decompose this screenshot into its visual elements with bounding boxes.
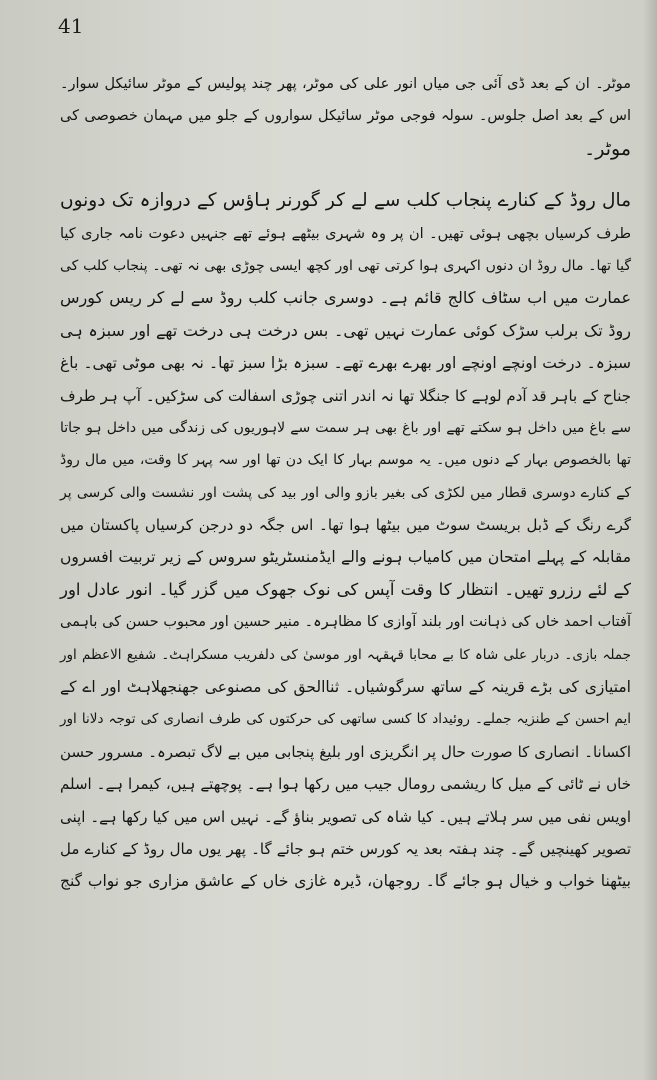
- text-line: کے لئے رزرو تھیں۔ انتظار کا وقت آپس کی نوک جھوک میں گزر گیا۔ انور عادل اور: [60, 579, 631, 599]
- text-line: اویس نفی میں سر ہلاتے ہیں۔ کیا شاہ کی تصویر بناؤ گے۔ نہیں اس میں کیا رکھا ہے۔ اپنی: [60, 807, 631, 826]
- body-text: [60, 68, 631, 930]
- text-line: مقابلہ کے پہلے امتحان میں کامیاب ہونے والے ایڈمنسٹریٹو سروس کے زیر تربیت افسروں: [60, 548, 631, 567]
- text-line: اکسانا۔ انصاری کا صورت حال پر انگریزی اور بلیغ پنجابی میں بے لاگ تبصرہ۔ مسرور حسن: [60, 742, 631, 761]
- text-line: گرے رنگ کے ڈبل بریسٹ سوٹ میں بیٹھا ہوا تھا۔ اس جگہ دو درجن کرسیاں پاکستان میں: [60, 516, 631, 535]
- text-line: امتیازی کی بڑے قرینہ کے ساتھ سرگوشیاں۔ ثناالحق کی مصنوعی جھنجھلاہٹ اور اے کے: [60, 678, 631, 697]
- paragraph: [60, 185, 631, 930]
- page-number: 41: [58, 14, 84, 38]
- text-line: [60, 898, 631, 930]
- paragraph: [60, 68, 631, 165]
- text-line: تصویر کھینچیں گے۔ چند ہفتہ بعد یہ کورس ختم ہو جائے گا۔ پھر یوں مال روڈ کے کنارے مل: [60, 839, 631, 858]
- paragraph-gap: [60, 165, 631, 185]
- text-line: سبزہ۔ درخت اونچے اونچے اور بھرے بھرے تھے۔ سبزہ بڑا سبز تھا۔ نہ بھی موٹی تھی۔ باغ: [60, 354, 631, 373]
- text-line: کے کنارے دوسری قطار میں لکڑی کی بغیر بازو والی اور بید کی پشت اور نشست والی کرسی پر: [60, 484, 631, 501]
- text-line: روڈ تک برلب سڑک کوئی عمارت نہیں تھی۔ بس درخت ہی درخت تھے اور سبزہ ہی: [60, 320, 631, 340]
- text-line: جملہ بازی۔ دربار علی شاہ کا بے محابا قہقہہ اور موسیٰ کی دلفریب مسکراہٹ۔ شفیع الاعظم اور: [60, 646, 631, 663]
- text-line: موٹر۔: [584, 137, 631, 160]
- text-line: جناح کے باہر قد آدم لوہے کا جنگلا تھا نہ اندر اتنی چوڑی اسفالت کی سڑکیں۔ آپ ہر طرف: [60, 386, 631, 405]
- text-line: بیٹھنا خواب و خیال ہو جائے گا۔ روجھان، ڈیرہ غازی خاں کے عاشق مزاری جو نواب گنج: [60, 872, 631, 891]
- text-line: طرف کرسیاں بچھی ہوئی تھیں۔ ان پر وہ شہری بیٹھے ہوئے تھے جنہیں دعوت نامہ جاری کیا: [60, 225, 631, 242]
- page-edge-shadow: [643, 0, 657, 1080]
- text-line: عمارت میں اب سٹاف کالج قائم ہے۔ دوسری جانب کلب روڈ سے لے کر ریس کورس: [60, 288, 631, 308]
- text-line: موٹر۔ ان کے بعد ڈی آئی جی میاں انور علی کی موٹر، پھر چند پولیس کے موٹر سائیکل سوار۔: [60, 76, 631, 92]
- text-line: گیا تھا۔ مال روڈ ان دنوں اکہری ہوا کرتی تھی اور کچھ ایسی چوڑی بھی نہ تھی۔ پنجاب کلب کی: [60, 257, 631, 274]
- text-line: آفتاب احمد خاں کی ذہانت اور بلند آوازی کا مظاہرہ۔ منیر حسین اور محبوب حسن کی باہمی: [60, 614, 631, 631]
- text-line: ایم احسن کے طنزیہ جملے۔ روئیداد کا کسی ساتھی کی حرکتوں کی طرف انصاری کی توجہ دلانا اور: [60, 711, 631, 728]
- text-line: خاں نے ٹائی کے میل کا ریشمی رومال جیب میں رکھا ہوا ہے۔ پوچھتے ہیں، کیمرا ہے۔ اسلم: [60, 775, 631, 794]
- text-line: سے باغ میں داخل ہو سکتے تھے اور باغ بھی ہر سمت سے لاہوریوں کی زندگی میں داخل ہو جاتا: [60, 419, 631, 436]
- text-line: اس کے بعد اصل جلوس۔ سولہ فوجی موٹر سائیکل سواروں کے جلو میں مہمان خصوصی کی: [60, 108, 631, 125]
- text-line: تھا بالخصوص بہار کے دنوں میں۔ یہ موسم بہار کا ایک دن تھا اور سہ پہر کا وقت، میں مال روڈ: [60, 452, 631, 469]
- text-line: مال روڈ کے کنارے پنجاب کلب سے لے کر گورنر ہاؤس کے دروازہ تک دونوں: [60, 190, 631, 212]
